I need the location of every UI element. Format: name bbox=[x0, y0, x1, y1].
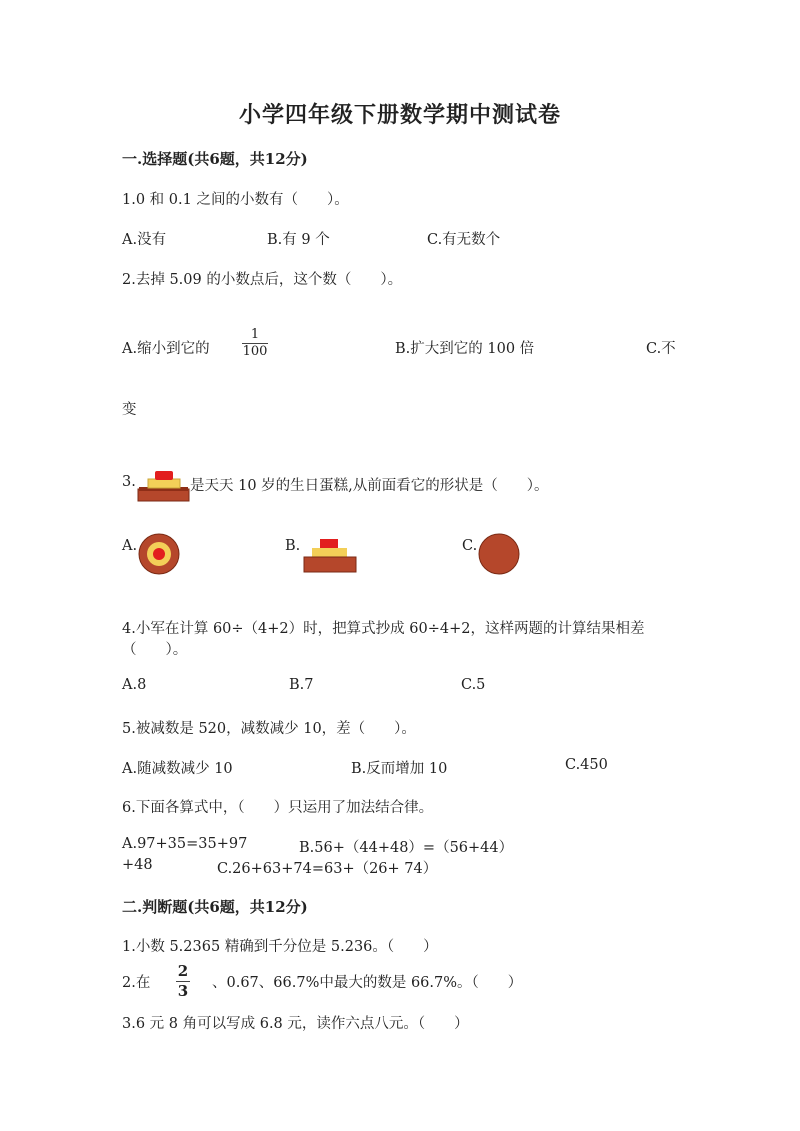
q6-option-b: B.56+（44+48）=（56+44） bbox=[299, 840, 514, 856]
cake-top-layer bbox=[155, 471, 173, 480]
judgment-3-text: 3.6 元 8 角可以写成 6.8 元，读作六点八元。（ ） bbox=[122, 1016, 469, 1032]
q4-option-b: B.7 bbox=[289, 677, 314, 693]
question-2-text: 2.去掉 5.09 的小数点后，这个数（ ）。 bbox=[122, 272, 403, 288]
judgment-2-fraction-denominator: 3 bbox=[177, 982, 189, 1000]
question-3-number: 3. bbox=[122, 474, 136, 490]
q6-option-a: A.97+35=35+97 bbox=[122, 836, 248, 852]
section-header-choice: 一.选择题(共6题，共12分) bbox=[122, 150, 308, 168]
q3-option-b-image bbox=[303, 536, 357, 574]
page-title: 小学四年级下册数学期中测试卷 bbox=[238, 102, 561, 128]
judgment-2-prefix: 2.在 bbox=[122, 975, 151, 991]
q1-option-c: C.有无数个 bbox=[427, 232, 501, 248]
q3-option-a-label: A. bbox=[122, 538, 138, 554]
q2-fraction-numerator: 1 bbox=[250, 327, 260, 342]
question-4-text-continued: （ ）。 bbox=[122, 642, 188, 658]
q5-option-b: B.反而增加 10 bbox=[351, 761, 448, 777]
q1-option-b: B.有 9 个 bbox=[267, 232, 330, 248]
q2-option-c-continued: 变 bbox=[122, 402, 137, 418]
q6-option-c: C.26+63+74=63+（26+ 74） bbox=[217, 861, 438, 877]
section-header-judgment: 二.判断题(共6题，共12分) bbox=[122, 898, 308, 916]
judgment-2-fraction bbox=[176, 963, 190, 1000]
question-1-text: 1.0 和 0.1 之间的小数有（ ）。 bbox=[122, 192, 349, 208]
q4-option-c: C.5 bbox=[461, 677, 486, 693]
question-5-text: 5.被减数是 520，减数减少 10，差（ ）。 bbox=[122, 721, 416, 737]
q5-option-a: A.随减数减少 10 bbox=[122, 761, 233, 777]
judgment-2-text: 、0.67、66.7%中最大的数是 66.7%。（ ） bbox=[212, 975, 523, 991]
question-3-text: 是天天 10 岁的生日蛋糕,从前面看它的形状是（ ）。 bbox=[190, 478, 549, 494]
q2-fraction bbox=[242, 328, 268, 359]
judgment-2-fraction-numerator: 2 bbox=[177, 962, 189, 980]
q3-option-c-label: C. bbox=[462, 538, 478, 554]
question-6-text: 6.下面各算式中，（ ）只运用了加法结合律。 bbox=[122, 800, 434, 816]
q2-option-c: C.不 bbox=[646, 341, 676, 357]
q3-option-a-image bbox=[137, 532, 181, 576]
cake-image bbox=[137, 468, 191, 502]
cake-middle-layer bbox=[148, 479, 180, 488]
q2-fraction-denominator: 100 bbox=[242, 344, 268, 359]
q6-option-b-continued: +48 bbox=[122, 857, 153, 873]
question-4-text: 4.小军在计算 60÷（4+2）时，把算式抄成 60÷4+2，这样两题的计算结果相差 bbox=[122, 621, 645, 637]
q1-option-a: A.没有 bbox=[122, 232, 167, 248]
q2-option-a: A.缩小到它的 bbox=[122, 341, 210, 357]
q3-option-c-image bbox=[477, 532, 521, 576]
q4-option-a: A.8 bbox=[122, 677, 147, 693]
judgment-1-text: 1.小数 5.2365 精确到千分位是 5.236。（ ） bbox=[122, 939, 438, 955]
q2-option-b: B.扩大到它的 100 倍 bbox=[395, 341, 535, 357]
q5-option-c: C.450 bbox=[565, 757, 608, 773]
q3-option-b-label: B. bbox=[285, 538, 301, 554]
